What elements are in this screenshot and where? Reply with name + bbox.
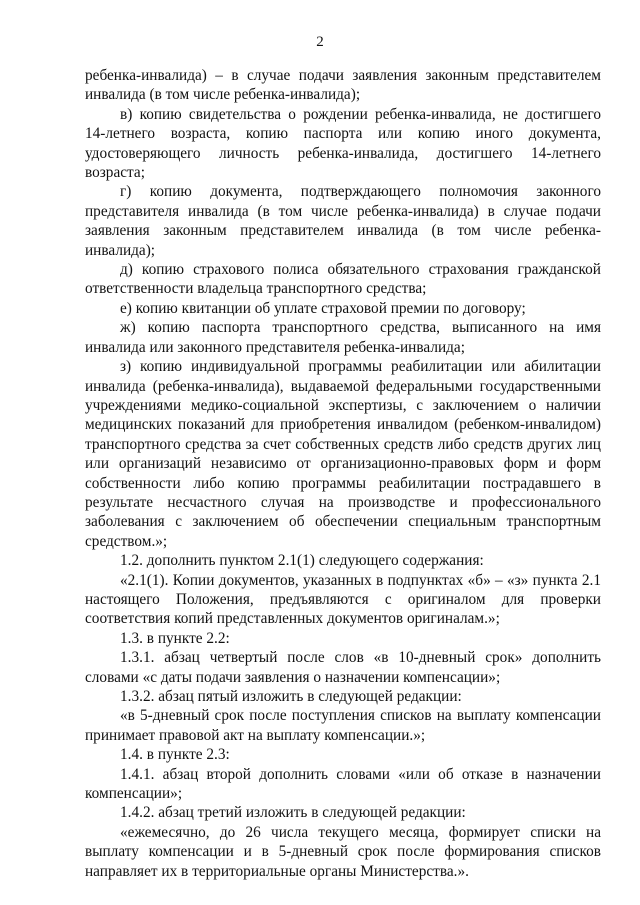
paragraph: д) копию страхового полиса обязательного страхования гражданской ответственности владельца транспортного средства;: [85, 261, 601, 298]
paragraph: ж) копию паспорта транспортного средства, выписанного на имя инвалида или законного представителя ребенка-инвалида;: [85, 319, 601, 356]
paragraph: 1.3. в пункте 2.2:: [120, 629, 230, 647]
paragraph: в) копию свидетельства о рождении ребенка-инвалида, не достигшего 14-летнего возраста, копию паспорта или копию иного документа, удостоверяющего личность ребенка-инвалида, достигшего 14-летнего возраста;: [85, 105, 601, 182]
paragraph: 1.4. в пункте 2.3:: [120, 746, 230, 764]
paragraph: г) копию документа, подтверждающего полномочия законного представителя инвалида (в том числе ребенка-инвалида) в случае подачи заявления законным представителем инвалида (в том числе ребенка-инвалида);: [85, 183, 601, 259]
paragraph: «2.1(1). Копии документов, указанных в подпунктах «б» – «з» пункта 2.1 настоящего Положения, предъявляются с оригиналом для проверки соответствия копий представленных документов оригиналам.»;: [85, 571, 601, 628]
paragraph: 1.3.2. абзац пятый изложить в следующей редакции:: [120, 688, 462, 705]
paragraph: «в 5-дневный срок после поступления списков на выплату компенсации принимает правовой акт на выплату компенсации.»;: [85, 707, 601, 744]
paragraph: е) копию квитанции об уплате страховой премии по договору;: [120, 299, 526, 317]
paragraph: 1.3.1. абзац четвертый после слов «в 10-дневный срок» дополнить словами «с даты подачи заявления о назначении компенсации»;: [85, 649, 601, 686]
paragraph: 1.4.1. абзац второй дополнить словами «или об отказе в назначении компенсации»;: [85, 765, 601, 803]
paragraph: 1.4.2. абзац третий изложить в следующей редакции:: [120, 804, 466, 822]
paragraph: 1.2. дополнить пунктом 2.1(1) следующего содержания:: [120, 552, 484, 570]
paragraph: «ежемесячно, до 26 числа текущего месяца, формирует списки на выплату компенсации и в 5-дневный срок после формирования списков направляет их в территориальные органы Министерства.».: [85, 823, 601, 880]
paragraph: з) копию индивидуальной программы реабилитации или абилитации инвалида (ребенка-инвалида), выдаваемой федеральными государственными учреждениями медико-социальной экспертизы, с заключением о наличии медицинских показаний для приобретения инвалидом (ребенком-инвалидом) транспортного средства за счет собственных средств либо средств других лиц или организаций независимо от организационно-правовых форм и форм собственности либо копию программы реабилитации пострадавшего в результате несчастного случая на производстве и профессионального заболевания с заключением об обеспечении специальным транспортным средством.»;: [85, 358, 601, 550]
page-number: 2: [316, 34, 324, 50]
document-body: [85, 66, 601, 881]
paragraph: ребенка-инвалида) – в случае подачи заявления законным представителем инвалида (в том числе ребенка-инвалида);: [85, 67, 601, 104]
